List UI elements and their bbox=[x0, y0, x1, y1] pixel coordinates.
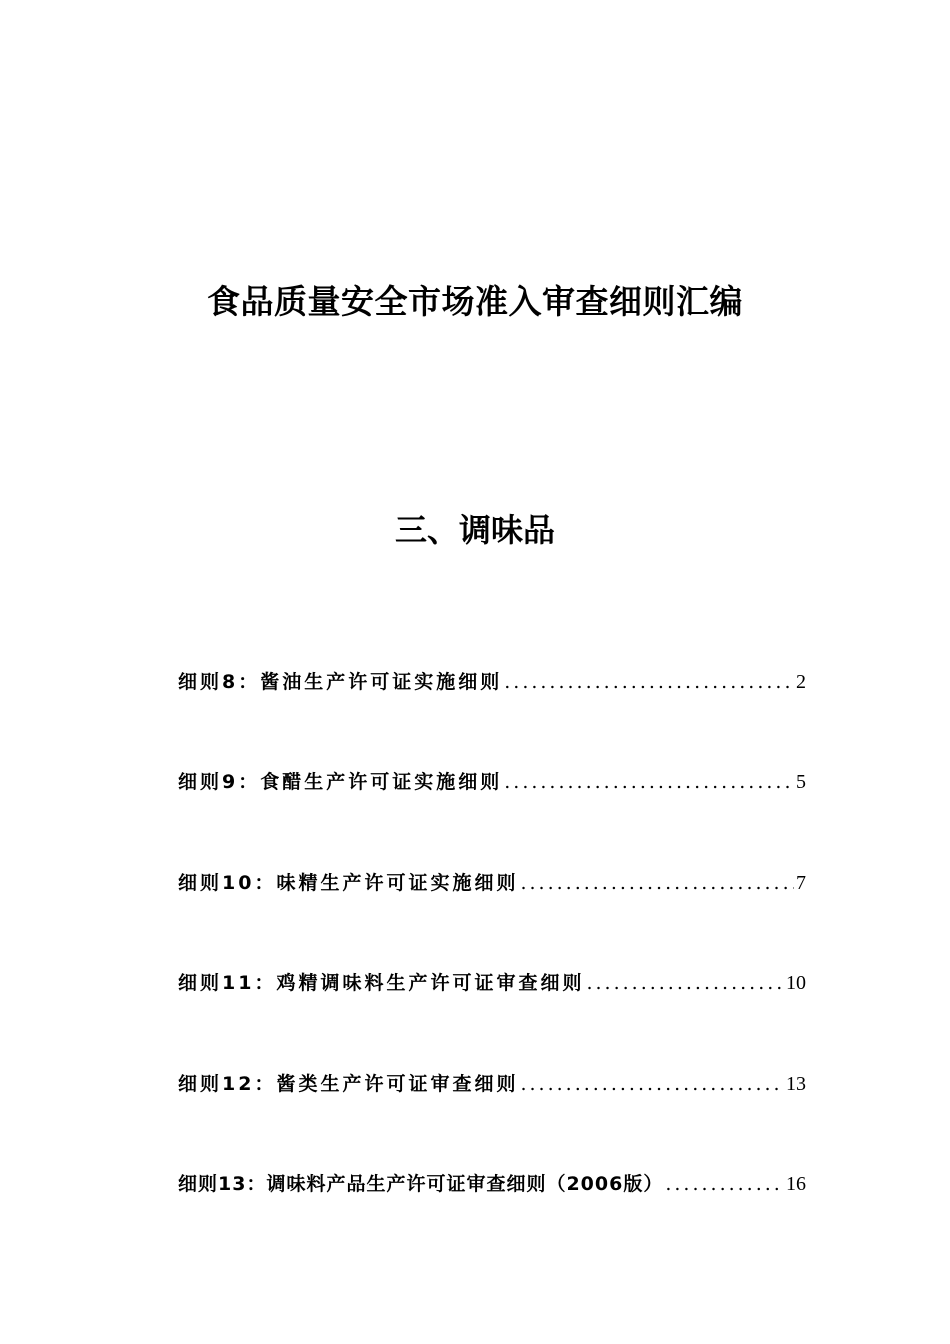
toc-entry-11[interactable] bbox=[178, 965, 806, 997]
document-title: 食品质量安全市场准入审查细则汇编 bbox=[207, 282, 743, 321]
toc-page-number: 2 bbox=[796, 671, 806, 693]
toc-page-number: 10 bbox=[786, 972, 806, 994]
toc-entry-8[interactable] bbox=[178, 664, 806, 696]
toc-entry-label: 细则12：酱类生产许可证审查细则 bbox=[178, 1073, 519, 1095]
toc-dot-leader bbox=[518, 1070, 784, 1098]
toc-entry-label: 细则8：酱油生产许可证实施细则 bbox=[178, 671, 503, 693]
toc-entry-label: 细则10：味精生产许可证实施细则 bbox=[178, 872, 519, 894]
section-title: 三、调味品 bbox=[394, 511, 555, 549]
toc-dot-leader bbox=[663, 1170, 784, 1198]
toc-entry-9[interactable] bbox=[178, 764, 806, 796]
toc-entry-10[interactable] bbox=[178, 865, 806, 897]
toc-entry-13[interactable] bbox=[178, 1166, 806, 1198]
toc-entry-label: 细则13：调味料产品生产许可证审查细则（2006版） bbox=[178, 1173, 664, 1195]
toc-page-number: 5 bbox=[796, 771, 806, 793]
toc-page-number: 13 bbox=[786, 1073, 806, 1095]
toc-dot-leader bbox=[518, 869, 794, 897]
toc-dot-leader bbox=[584, 969, 784, 997]
toc-dot-leader bbox=[502, 768, 794, 796]
toc-entry-12[interactable] bbox=[178, 1066, 806, 1098]
toc-dot-leader bbox=[502, 668, 794, 696]
toc-entry-label: 细则11：鸡精调味料生产许可证审查细则 bbox=[178, 972, 585, 994]
toc-page-number: 16 bbox=[786, 1173, 806, 1195]
toc-entry-label: 细则9：食醋生产许可证实施细则 bbox=[178, 771, 503, 793]
toc-page-number: 7 bbox=[796, 872, 806, 894]
